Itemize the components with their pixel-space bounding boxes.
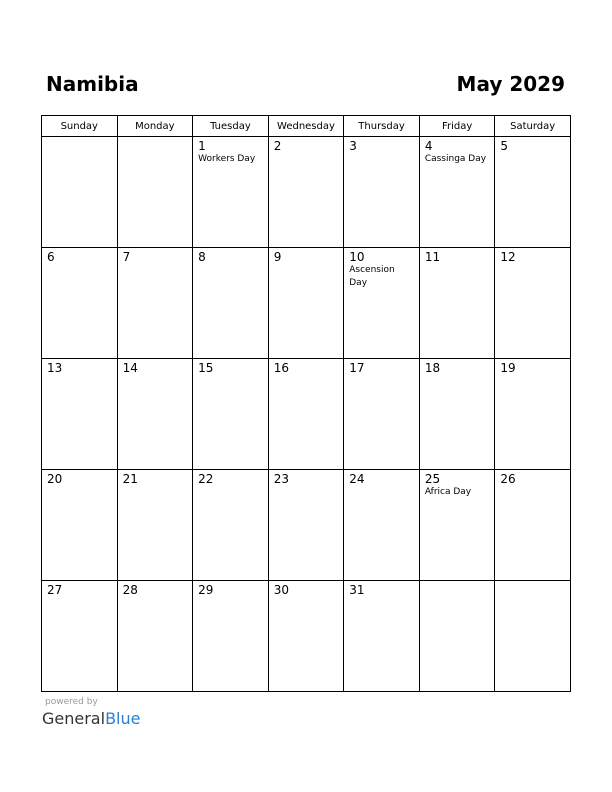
day-cell <box>117 581 193 692</box>
day-number: 3 <box>349 139 357 153</box>
week-row <box>42 581 571 692</box>
generalblue-logo <box>42 709 140 729</box>
day-cell <box>344 248 420 359</box>
day-cell <box>117 137 193 248</box>
day-number: 22 <box>198 472 214 486</box>
day-number: 29 <box>198 583 214 597</box>
day-cell <box>268 248 344 359</box>
day-cell <box>268 470 344 581</box>
day-cell <box>42 359 118 470</box>
day-number: 21 <box>122 472 138 486</box>
day-cell <box>193 581 269 692</box>
week-row <box>42 137 571 248</box>
holiday-label: Africa Day <box>424 487 472 497</box>
day-cell <box>268 359 344 470</box>
day-number: 11 <box>424 250 441 264</box>
weekday-header-row <box>42 116 571 137</box>
day-cell <box>419 359 495 470</box>
day-cell <box>344 359 420 470</box>
country-title: Namibia <box>46 72 139 96</box>
day-cell <box>344 581 420 692</box>
week-row <box>42 248 571 359</box>
day-cell <box>419 581 495 692</box>
day-number: 17 <box>349 361 365 375</box>
day-number: 2 <box>273 139 282 153</box>
day-cell <box>344 470 420 581</box>
brand-general: General <box>42 709 106 728</box>
day-cell <box>193 248 269 359</box>
day-number: 25 <box>424 472 441 486</box>
month-title: May 2029 <box>456 72 565 96</box>
day-cell <box>495 248 571 359</box>
day-number: 14 <box>122 361 138 375</box>
day-cell <box>42 248 118 359</box>
day-number: 30 <box>273 583 289 597</box>
day-cell <box>42 470 118 581</box>
day-number: 19 <box>500 361 516 375</box>
day-number: 10 <box>349 250 365 264</box>
weekday-tuesday: Tuesday <box>193 116 269 137</box>
day-cell <box>495 581 571 692</box>
day-number: 1 <box>198 139 206 153</box>
week-row <box>42 470 571 581</box>
day-number: 24 <box>349 472 365 486</box>
day-number: 23 <box>273 472 289 486</box>
day-number: 6 <box>47 250 55 264</box>
day-cell <box>268 137 344 248</box>
day-number: 12 <box>500 250 516 264</box>
day-cell <box>419 470 495 581</box>
day-cell <box>193 137 269 248</box>
day-number: 5 <box>500 139 509 153</box>
powered-by-text: powered by <box>45 697 98 707</box>
day-cell <box>268 581 344 692</box>
day-cell <box>495 359 571 470</box>
day-number: 8 <box>198 250 206 264</box>
day-cell <box>419 137 495 248</box>
calendar-grid <box>41 115 571 692</box>
holiday-label: Workers Day <box>198 154 256 164</box>
day-cell <box>193 470 269 581</box>
weekday-saturday: Saturday <box>495 116 571 137</box>
day-cell <box>117 248 193 359</box>
day-cell <box>495 470 571 581</box>
day-cell <box>42 137 118 248</box>
day-number: 4 <box>424 139 433 153</box>
day-cell <box>344 137 420 248</box>
day-number: 31 <box>349 583 365 597</box>
day-number: 26 <box>500 472 516 486</box>
weekday-friday: Friday <box>419 116 495 137</box>
week-row <box>42 359 571 470</box>
day-cell <box>193 359 269 470</box>
day-cell <box>42 581 118 692</box>
day-number: 28 <box>122 583 138 597</box>
holiday-label: Cassinga Day <box>424 154 487 164</box>
day-number: 20 <box>47 472 63 486</box>
day-number: 15 <box>198 361 214 375</box>
day-number: 27 <box>47 583 63 597</box>
day-number: 18 <box>424 361 441 375</box>
weekday-sunday: Sunday <box>42 116 118 137</box>
day-cell <box>117 470 193 581</box>
holiday-label: Ascension Day <box>349 265 395 288</box>
day-cell <box>419 248 495 359</box>
weekday-wednesday: Wednesday <box>268 116 344 137</box>
day-number: 7 <box>122 250 131 264</box>
weekday-monday: Monday <box>117 116 193 137</box>
day-cell <box>117 359 193 470</box>
weekday-thursday: Thursday <box>344 116 420 137</box>
day-number: 13 <box>47 361 63 375</box>
day-number: 16 <box>273 361 289 375</box>
brand-blue: Blue <box>105 709 141 728</box>
day-cell <box>495 137 571 248</box>
day-number: 9 <box>273 250 282 264</box>
